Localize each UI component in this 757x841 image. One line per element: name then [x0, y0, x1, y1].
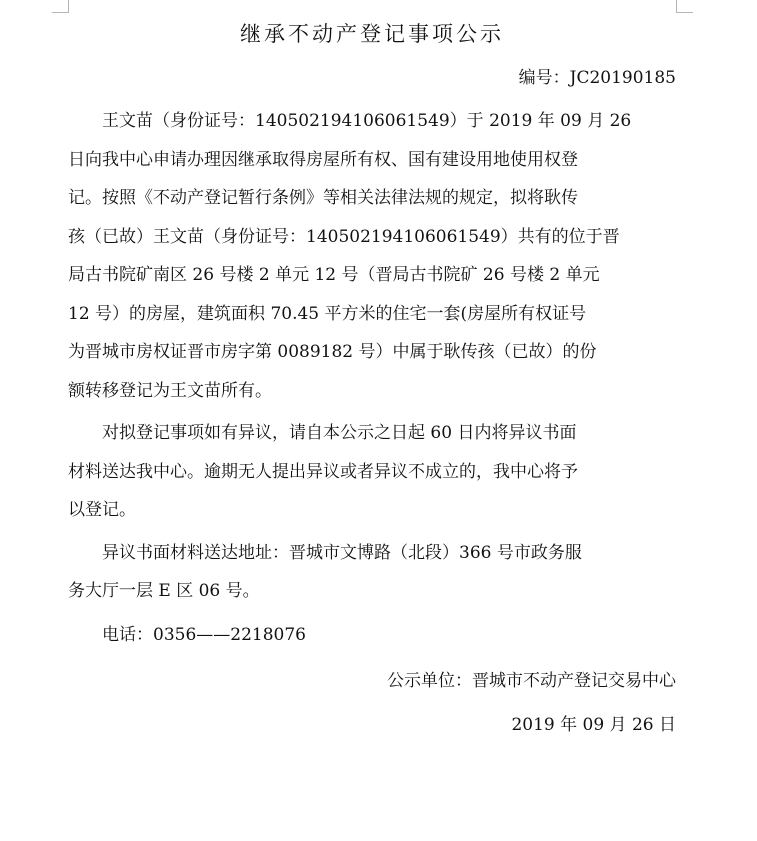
contact-phone: 电话：0356——2218076: [102, 624, 306, 645]
notice-paragraph-objection: [68, 414, 676, 530]
paragraph-line: 局古书院矿南区 26 号楼 2 单元 12 号（晋局古书院矿 26 号楼 2 单元: [68, 265, 600, 285]
document-title: 继承不动产登记事项公示: [240, 22, 504, 46]
paragraph-line: 材料送达我中心。逾期无人提出异议或者异议不成立的，我中心将予: [68, 461, 578, 482]
paragraph-line: 12 号）的房屋，建筑面积 70.45 平方米的住宅一套(房屋所有权证号: [68, 303, 587, 324]
crop-mark-top-right: [676, 0, 693, 13]
paragraph-line: 以登记。: [68, 500, 136, 520]
paragraph-line: 对拟登记事项如有异议，请自本公示之日起 60 日内将异议书面: [102, 423, 577, 443]
crop-mark-top-left: [52, 0, 69, 13]
paragraph-line: 日向我中心申请办理因继承取得房屋所有权、国有建设用地使用权登: [68, 149, 578, 170]
notice-paragraph-main: [68, 102, 676, 410]
document-body: [68, 14, 676, 748]
paragraph-line: 孩（已故）王文苗（身份证号：140502194106061549）共有的位于晋: [68, 226, 620, 247]
paragraph-line: 记。按照《不动产登记暂行条例》等相关法律法规的规定，拟将耿传: [68, 188, 578, 208]
paragraph-line: 王文苗（身份证号：140502194106061549）于 2019 年 09 月 26: [102, 111, 632, 131]
reference-number: 编号：JC20190185: [518, 68, 676, 88]
issuing-unit: 公示单位：晋城市不动产登记交易中心: [387, 670, 676, 691]
paragraph-line: 异议书面材料送达地址：晋城市文博路（北段）366 号市政务服: [102, 542, 582, 563]
paragraph-line: 务大厅一层 E 区 06 号。: [68, 581, 260, 601]
paragraph-line: 额转移登记为王文苗所有。: [68, 380, 272, 401]
notice-paragraph-address: [68, 534, 676, 611]
notice-date: 2019 年 09 月 26 日: [511, 714, 676, 735]
paragraph-line: 为晋城市房权证晋市房字第 0089182 号）中属于耿传孩（已故）的份: [68, 342, 597, 362]
